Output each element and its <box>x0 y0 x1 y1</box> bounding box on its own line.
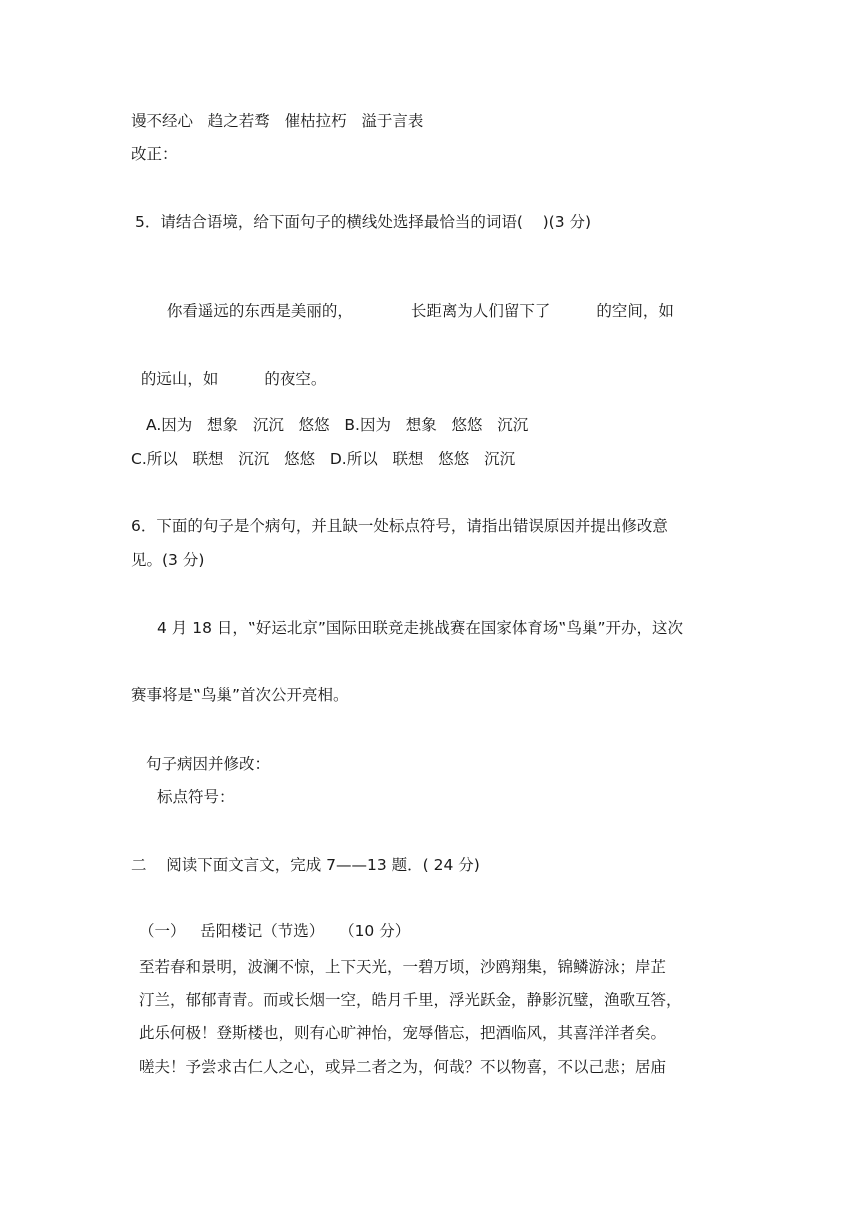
question-5-title: 5．请结合语境，给下面句子的横线处选择最恰当的词语( )(3 分) <box>135 213 592 231</box>
passage-line-4: 嗟夫！予尝求古仁人之心，或异二者之为，何哉？不以物喜，不以己悲；居庙 <box>139 1058 667 1076</box>
question-5-options-ab: A.因为 想象 沉沉 悠悠 B.因为 想象 悠悠 沉沉 <box>146 416 529 434</box>
question-6-title-line-2: 见。(3 分) <box>131 551 205 569</box>
q5-sentence-part-5: 的夜空。 <box>264 370 327 388</box>
q5-sentence-part-4: 的远山，如 <box>140 370 219 388</box>
correction-label: 改正： <box>131 145 178 163</box>
passage-line-2: 汀兰，郁郁青青。而或长烟一空，皓月千里，浮光跃金，静影沉璧，渔歌互答， <box>139 991 682 1009</box>
question-6-answer-cause: 句子病因并修改： <box>146 755 271 773</box>
section-2-title: 二 阅读下面文言文，完成 7——13 题．( 24 分) <box>131 856 480 874</box>
passage-line-3: 此乐何极！登斯楼也，则有心旷神怡，宠辱偕忘，把酒临风，其喜洋洋者矣。 <box>139 1024 667 1042</box>
question-6-sentence-line-2: 赛事将是‟鸟巢”首次公开亮相。 <box>131 686 349 704</box>
passage-line-1: 至若春和景明，波澜不惊，上下天光，一碧万顷，沙鸥翔集，锦鳞游泳；岸芷 <box>139 958 667 976</box>
question-6-sentence-line-1: 4 月 18 日，‟好运北京”国际田联竞走挑战赛在国家体育场‟鸟巢”开办，这次 <box>157 619 683 637</box>
passage-title: （一） 岳阳楼记（节选） （10 分） <box>139 922 411 940</box>
q5-sentence-part-1: 你看遥远的东西是美丽的， <box>166 302 353 320</box>
q5-sentence-part-3: 的空间，如 <box>596 302 674 320</box>
question-6-answer-punctuation: 标点符号： <box>157 788 235 806</box>
question-5-sentence-line-1 <box>157 278 674 322</box>
question-5-sentence-line-2 <box>131 346 326 390</box>
question-6-title-line-1: 6．下面的句子是个病句，并且缺一处标点符号，请指出错误原因并提出修改意 <box>131 517 668 535</box>
q5-sentence-part-2: 长距离为人们留下了 <box>410 302 551 320</box>
word-list: 谩不经心 趋之若骛 催枯拉朽 溢于言表 <box>131 112 424 130</box>
question-5-options-cd: C.所以 联想 沉沉 悠悠 D.所以 联想 悠悠 沉沉 <box>131 450 516 468</box>
